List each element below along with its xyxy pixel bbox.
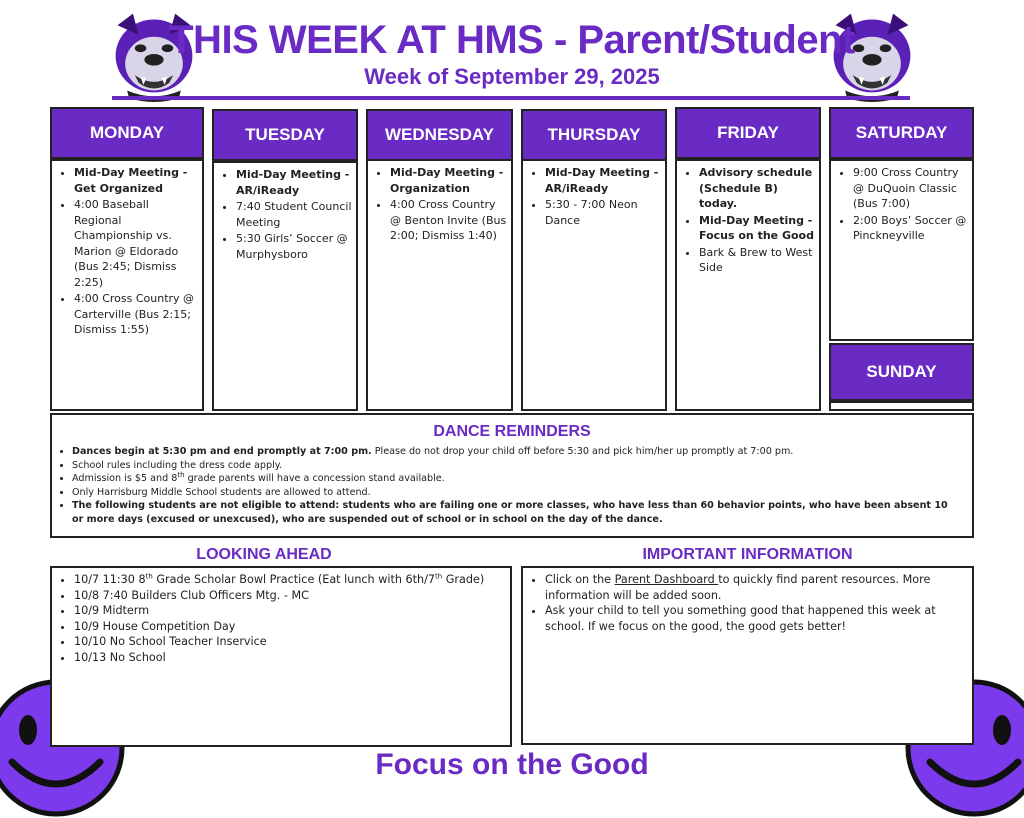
event-item: • 5:30 Girls’ Soccer @ Murphysboro: [236, 231, 352, 262]
parent-dashboard-link[interactable]: Parent Dashboard: [614, 573, 719, 586]
day-events-saturday: [829, 159, 974, 341]
event-item: • Mid-Day Meeting - Get Organized: [74, 165, 198, 196]
day-tuesday: [212, 109, 358, 411]
event-item: • 7:40 Student Council Meeting: [236, 199, 352, 230]
day-events-friday: [675, 159, 821, 411]
event-item: • Mid-Day Meeting - Organization: [390, 165, 507, 196]
dance-reminder-item: • Dances begin at 5:30 pm and end promptly at 7:00 pm. Please do not drop your child off before 5:30 and pick him/her up promptly at 7:00 pm.: [72, 445, 962, 459]
event-item: • 4:00 Cross Country @ Carterville (Bus 2:15; Dismiss 1:55): [74, 291, 198, 338]
day-header-tuesday: TUESDAY: [212, 109, 358, 161]
page-title: THIS WEEK AT HMS - Parent/Student: [169, 18, 855, 62]
day-header-sunday: SUNDAY: [829, 343, 974, 401]
day-events-wednesday: [366, 159, 513, 411]
event-item: • Mid-Day Meeting - AR/iReady: [545, 165, 661, 196]
day-friday: [675, 107, 821, 411]
day-events-sunday: [829, 401, 974, 411]
event-item: • Mid-Day Meeting - Focus on the Good: [699, 213, 815, 244]
page-subtitle: Week of September 29, 2025: [364, 64, 660, 89]
title-divider: [112, 96, 910, 100]
day-saturday: [829, 107, 974, 411]
looking-ahead-item: • 10/13 No School: [74, 650, 502, 666]
important-info-title: IMPORTANT INFORMATION: [642, 546, 853, 563]
looking-ahead-title: LOOKING AHEAD: [196, 546, 332, 563]
day-header-friday: FRIDAY: [675, 107, 821, 159]
important-info-item: • Click on the Parent Dashboard to quickly find parent resources. More information will be added soon.: [545, 572, 964, 603]
event-item: • 4:00 Baseball Regional Championship vs. Marion @ Eldorado (Bus 2:45; Dismiss 2:25): [74, 197, 198, 290]
looking-ahead-item: • 10/7 11:30 8th Grade Scholar Bowl Practice (Eat lunch with 6th/7th Grade): [74, 572, 502, 588]
looking-ahead-item: • 10/9 House Competition Day: [74, 619, 502, 635]
event-item: • Advisory schedule (Schedule B) today.: [699, 165, 815, 212]
dance-reminder-item: • Only Harrisburg Middle School students are allowed to attend.: [72, 486, 962, 500]
looking-ahead-item: • 10/9 Midterm: [74, 603, 502, 619]
dance-reminder-item: • School rules including the dress code apply.: [72, 459, 962, 473]
dance-reminders-panel: [50, 413, 974, 538]
event-item: • 5:30 - 7:00 Neon Dance: [545, 197, 661, 228]
day-events-monday: [50, 159, 204, 411]
dance-reminders-title: DANCE REMINDERS: [433, 423, 591, 440]
day-events-tuesday: [212, 161, 358, 411]
day-wednesday: [366, 109, 513, 411]
footer-slogan: Focus on the Good: [375, 748, 649, 781]
day-thursday: [521, 109, 667, 411]
day-header-thursday: THURSDAY: [521, 109, 667, 161]
dance-reminder-item: • The following students are not eligible to attend: students who are failing one or more classes, who have less than 60 behavior points, who have been absent 10 or more days (excused or unexcused), who are suspended out of school or in school on the day of the dance.: [72, 499, 962, 526]
looking-ahead-item: • 10/8 7:40 Builders Club Officers Mtg. - MC: [74, 588, 502, 604]
day-header-monday: MONDAY: [50, 107, 204, 159]
event-item: • 4:00 Cross Country @ Benton Invite (Bus 2:00; Dismiss 1:40): [390, 197, 507, 244]
day-header-wednesday: WEDNESDAY: [366, 109, 513, 161]
event-item: • Mid-Day Meeting - AR/iReady: [236, 167, 352, 198]
looking-ahead-item: • 10/10 No School Teacher Inservice: [74, 634, 502, 650]
important-info-panel: [521, 566, 974, 745]
dance-reminder-item: • Admission is $5 and 8th grade parents will have a concession stand available.: [72, 472, 962, 486]
day-events-thursday: [521, 159, 667, 411]
event-item: • Bark & Brew to West Side: [699, 245, 815, 276]
event-item: • 2:00 Boys’ Soccer @ Pinckneyville: [853, 213, 968, 244]
day-header-saturday: SATURDAY: [829, 107, 974, 159]
event-item: • 9:00 Cross Country @ DuQuoin Classic (Bus 7:00): [853, 165, 968, 212]
important-info-item: • Ask your child to tell you something good that happened this week at school. If we focus on the good, the good gets better!: [545, 603, 964, 634]
looking-ahead-panel: [50, 566, 512, 747]
day-monday: [50, 107, 204, 411]
